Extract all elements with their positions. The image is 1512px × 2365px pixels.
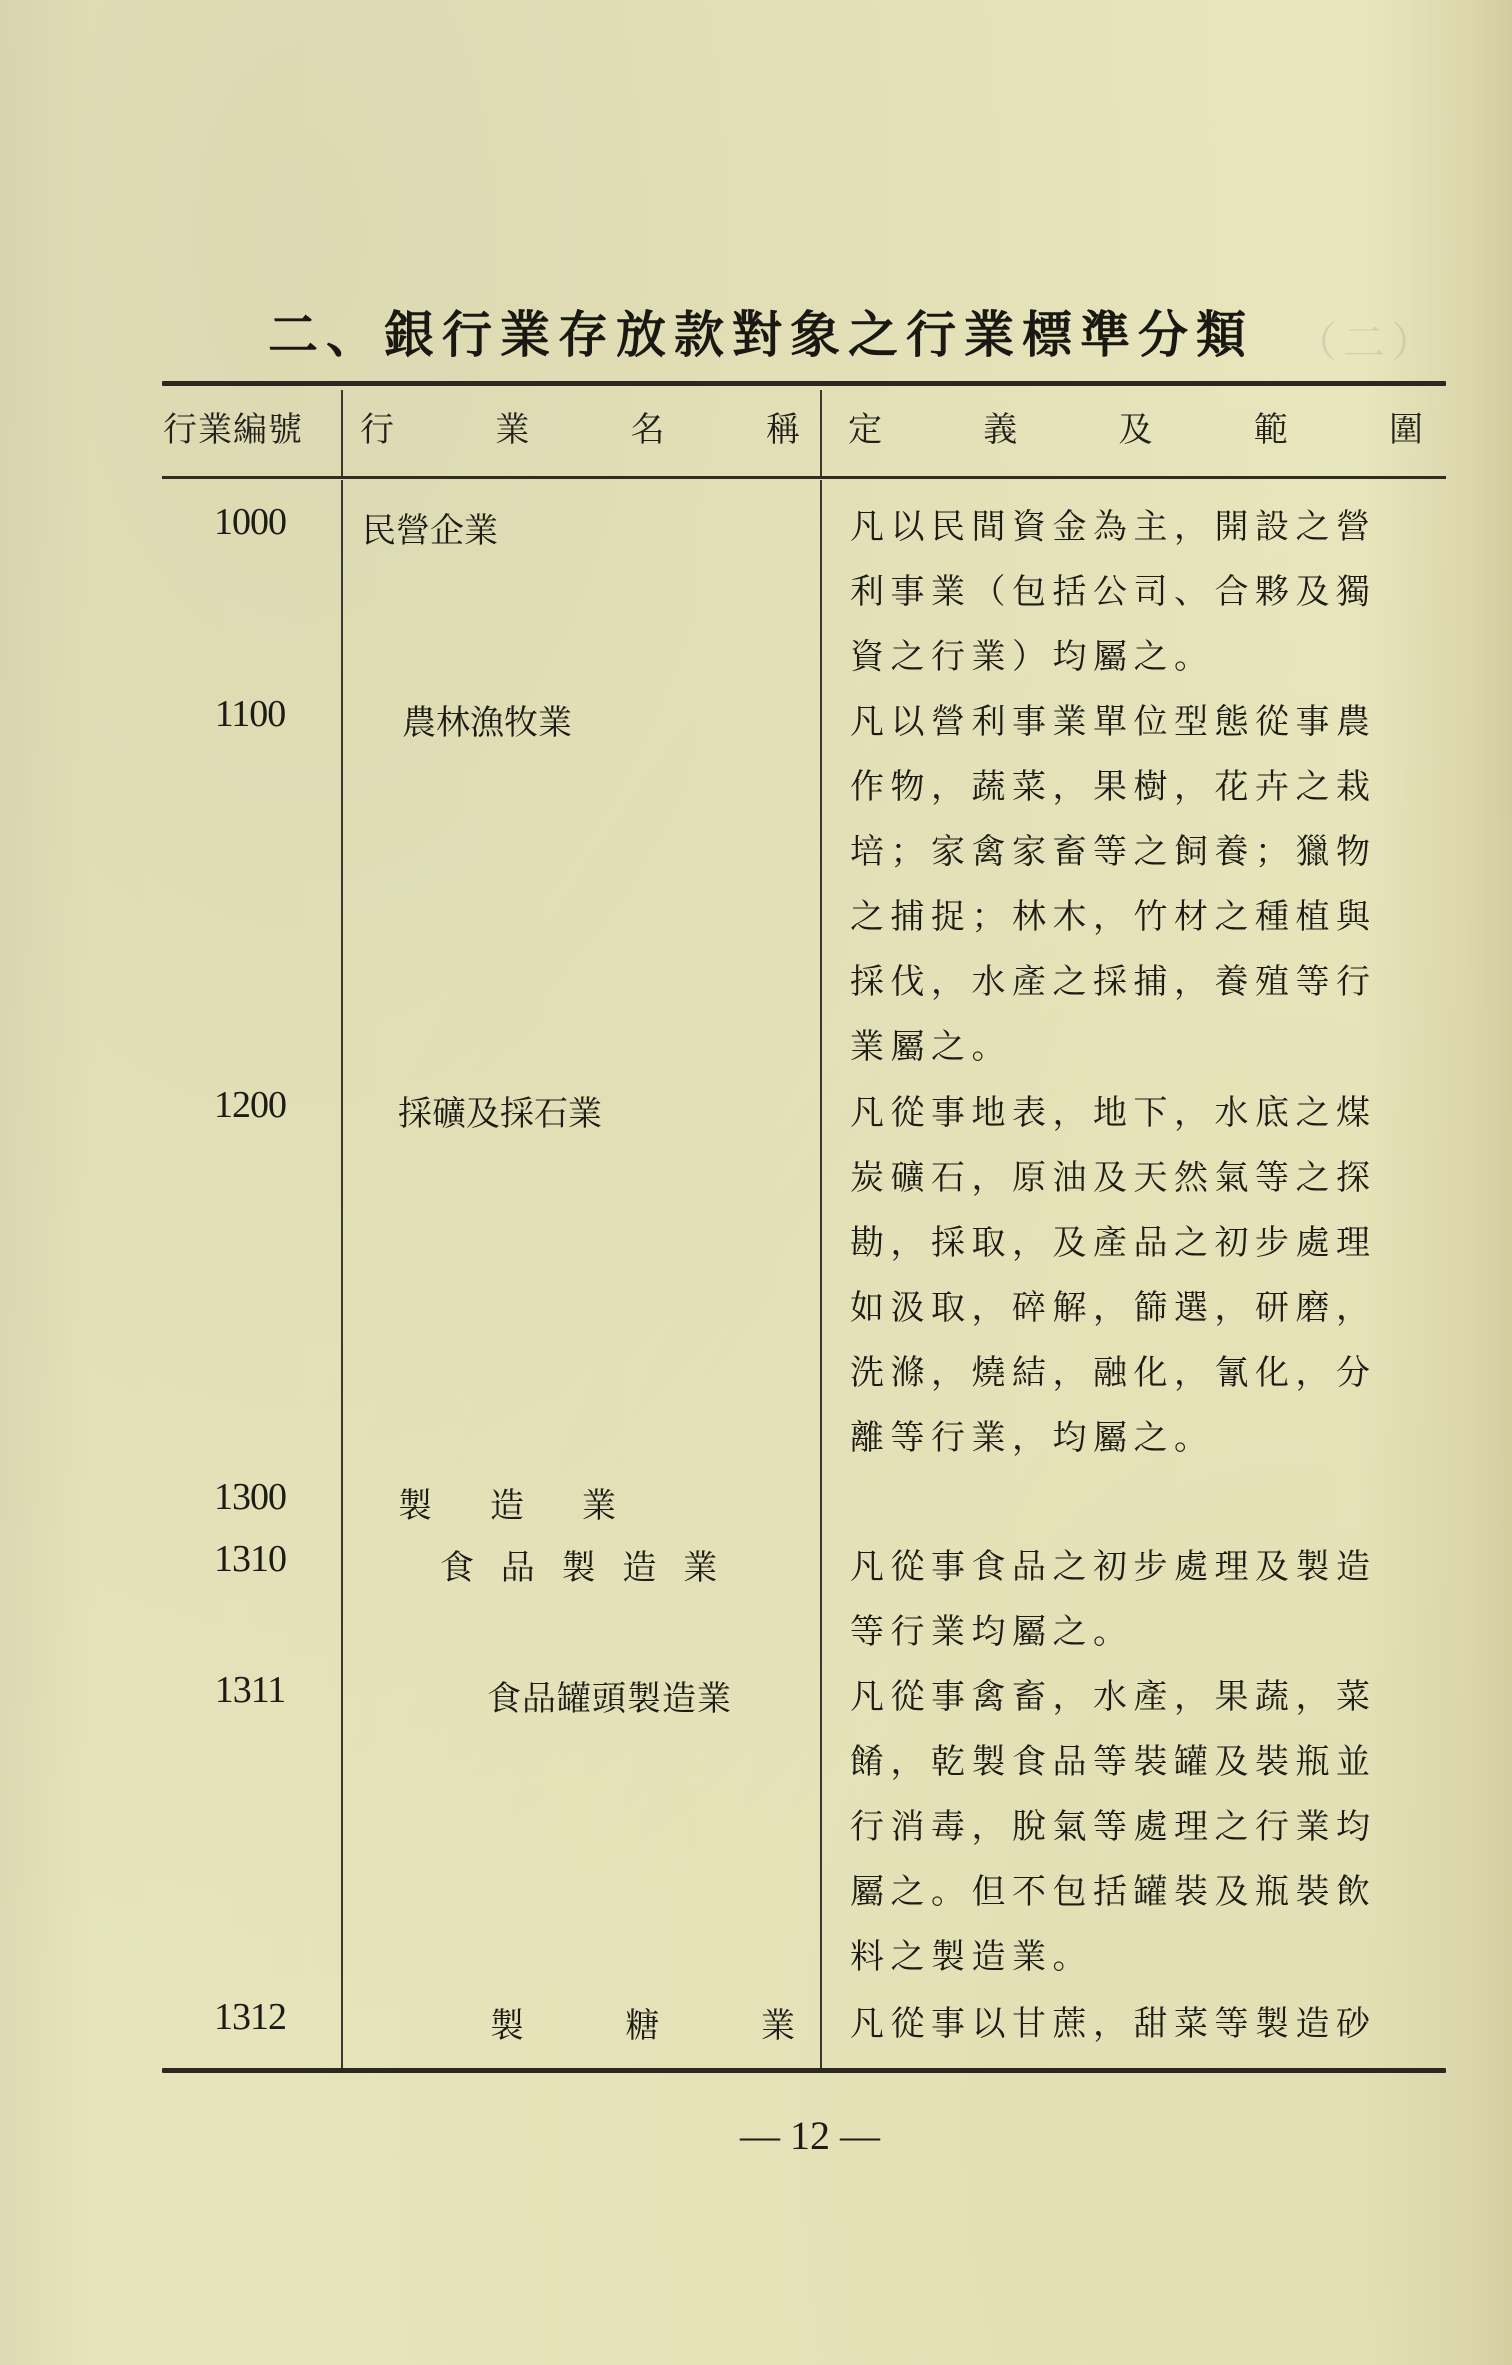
row-definition (850, 1081, 1430, 1471)
row-definition (850, 1992, 1430, 2057)
definition-line: 如汲取，碎解，篩選，研磨， (850, 1288, 1377, 1328)
definition-line: 行消毒，脫氣等處理之行業均 (850, 1807, 1377, 1847)
page-title: 二、銀行業存放款對象之行業標準分類 (268, 305, 1254, 364)
row-code: 1200 (214, 1084, 286, 1126)
definition-line: 凡從事以甘蔗，甜菜等製造砂 (850, 2004, 1377, 2044)
row-name: 食 品 製 造 業 (440, 1548, 726, 1588)
row-name-char: 糖 (625, 2006, 660, 2046)
row-definition (850, 690, 1430, 1080)
row-definition (850, 1535, 1430, 1665)
header-definition-char: 義 (983, 410, 1018, 450)
header-name-char: 行 (360, 410, 394, 450)
row-name-char: 製 (490, 2006, 524, 2046)
definition-line: 屬之。但不包括罐裝及瓶裝飲 (850, 1872, 1377, 1912)
row-name-char: 業 (761, 2006, 795, 2046)
header-definition-char: 及 (1118, 410, 1153, 450)
header-definition-char: 圍 (1389, 410, 1423, 450)
row-name: 食品罐頭製造業 (487, 1679, 732, 1719)
definition-line: 培；家禽家畜等之飼養；獵物 (850, 832, 1377, 872)
row-name: 民營企業 (362, 511, 498, 551)
definition-line: 離等行業，均屬之。 (850, 1418, 1215, 1458)
definition-line: 作物，蔬菜，果樹，花卉之栽 (850, 767, 1377, 807)
column-divider-2 (820, 480, 822, 2068)
header-code-label: 行業編號 (163, 410, 303, 450)
row-code: 1100 (214, 693, 286, 735)
definition-line: 凡從事禽畜，水產，果蔬，菜 (850, 1677, 1377, 1717)
definition-line: 勘，採取，及產品之初步處理 (850, 1223, 1377, 1263)
row-name: 製 造 業 (398, 1486, 628, 1526)
row-code: 1312 (214, 1996, 286, 2038)
row-code: 1310 (214, 1538, 286, 1580)
definition-line: 凡從事食品之初步處理及製造 (850, 1547, 1377, 1587)
bleed-through-mark: （二） (1295, 318, 1440, 367)
definition-line: 洗滌，燒結，融化，氰化，分 (850, 1353, 1377, 1393)
definition-line: 等行業均屬之。 (850, 1612, 1134, 1652)
table-bottom-rule (162, 2068, 1446, 2073)
definition-line: 利事業（包括公司、合夥及獨 (850, 572, 1377, 612)
header-code (163, 405, 335, 455)
row-code: 1311 (214, 1669, 286, 1711)
definition-line: 炭礦石，原油及天然氣等之探 (850, 1158, 1377, 1198)
definition-line: 料之製造業。 (850, 1937, 1093, 1977)
header-definition-char: 範 (1253, 410, 1288, 450)
definition-line: 餚，乾製食品等裝罐及裝瓶並 (850, 1742, 1377, 1782)
header-name (360, 405, 800, 455)
row-definition (850, 495, 1430, 690)
definition-line: 資之行業）均屬之。 (850, 637, 1215, 677)
column-divider-2-header (820, 390, 822, 476)
table-top-rule (162, 381, 1446, 386)
definition-line: 凡以民間資金為主，開設之營 (850, 507, 1377, 547)
row-code: 1300 (214, 1476, 286, 1518)
column-divider-1 (341, 480, 343, 2068)
definition-line: 凡以營利事業單位型態從事農 (850, 702, 1377, 742)
page-number: — 12 — (740, 2113, 880, 2158)
header-definition (848, 405, 1423, 455)
header-name-char: 名 (630, 410, 665, 450)
definition-line: 採伐，水產之採捕，養殖等行 (850, 962, 1377, 1002)
row-code: 1000 (214, 501, 286, 543)
header-definition-char: 定 (848, 410, 882, 450)
header-name-char: 稱 (765, 410, 800, 450)
definition-line: 之捕捉；林木，竹材之種植與 (850, 897, 1377, 937)
row-name (490, 1998, 795, 2047)
definition-line: 業屬之。 (850, 1027, 1012, 1067)
header-name-char: 業 (495, 410, 530, 450)
column-divider-1-header (341, 390, 343, 476)
row-name: 農林漁牧業 (402, 703, 572, 743)
row-name: 採礦及採石業 (398, 1094, 602, 1134)
header-bottom-rule (162, 476, 1446, 479)
definition-line: 凡從事地表，地下，水底之煤 (850, 1093, 1377, 1133)
row-definition (850, 1665, 1430, 1990)
